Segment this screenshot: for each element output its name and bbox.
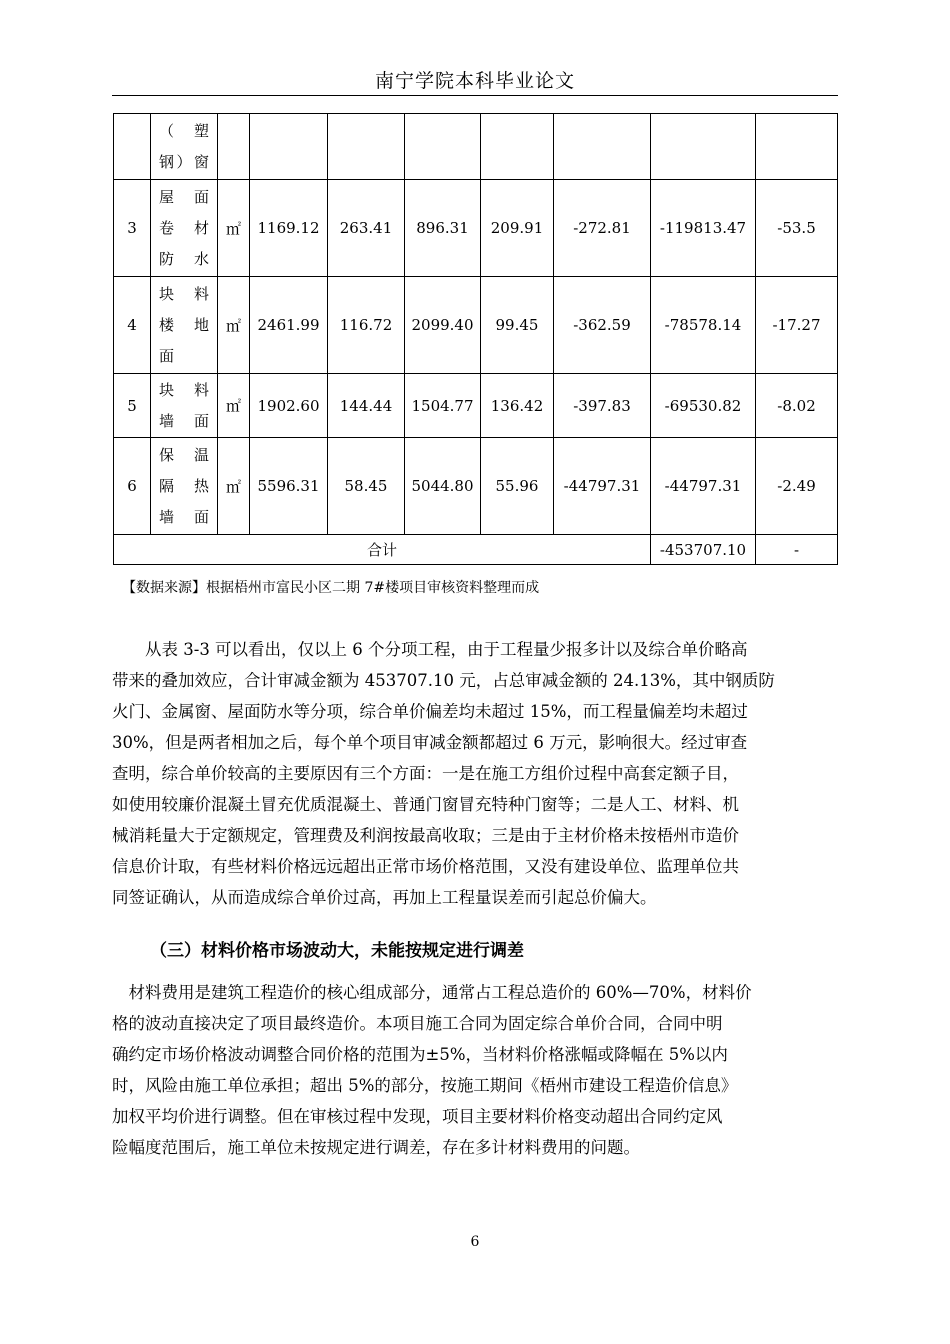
total-amount: -453707.10 xyxy=(651,535,756,565)
value-cell: -8.02 xyxy=(756,374,838,438)
total-label: 合计 xyxy=(114,535,651,565)
text-line: 械消耗量大于定额规定，管理费及利润按最高收取；三是由于主材价格未按梧州市造价 xyxy=(112,826,739,845)
row-number-cell: 6 xyxy=(114,438,151,535)
row-number-cell: 5 xyxy=(114,374,151,438)
item-name-line: 卷 材 xyxy=(159,218,209,237)
value-cell: 99.45 xyxy=(481,277,554,374)
text-line: 从表 3-3 可以看出，仅以上 6 个分项工程，由于工程量少报多计以及综合单价略高 xyxy=(112,640,748,659)
row-number-cell: 4 xyxy=(114,277,151,374)
item-name-cell xyxy=(151,180,218,277)
text-line: 同签证确认，从而造成综合单价过高，再加上工程量误差而引起总价偏大。 xyxy=(112,888,657,907)
cost-table xyxy=(113,113,838,565)
item-name-cell xyxy=(151,114,218,180)
item-name-cell xyxy=(151,374,218,438)
value-cell: 136.42 xyxy=(481,374,554,438)
table-row xyxy=(114,180,838,277)
value-cell xyxy=(481,114,554,180)
unit-cell xyxy=(218,114,250,180)
value-cell: 144.44 xyxy=(328,374,405,438)
text-line: 如使用较廉价混凝土冒充优质混凝土、普通门窗冒充特种门窗等；二是人工、材料、机 xyxy=(112,795,739,814)
value-cell: -53.5 xyxy=(756,180,838,277)
text-line: 时，风险由施工单位承担；超出 5%的部分，按施工期间《梧州市建设工程造价信息》 xyxy=(112,1076,738,1095)
table-row xyxy=(114,438,838,535)
value-cell: -272.81 xyxy=(554,180,651,277)
text-line: 火门、金属窗、屋面防水等分项，综合单价偏差均未超过 15%，而工程量偏差均未超过 xyxy=(112,702,748,721)
value-cell: -2.49 xyxy=(756,438,838,535)
unit-cell: ㎡ xyxy=(218,180,250,277)
value-cell: 263.41 xyxy=(328,180,405,277)
value-cell: -397.83 xyxy=(554,374,651,438)
item-name-line: 墙面 xyxy=(159,507,209,526)
item-name-line: 面 xyxy=(159,346,175,365)
item-name-cell xyxy=(151,438,218,535)
item-name-line: 保 温 xyxy=(159,445,209,464)
text-line: 加权平均价进行调整。但在审核过程中发现，项目主要材料价格变动超出合同约定风 xyxy=(112,1107,723,1126)
text-line: 带来的叠加效应，合计审减金额为 453707.10 元，占总审减金额的 24.13%，其中钢质防 xyxy=(112,671,775,690)
value-cell: -362.59 xyxy=(554,277,651,374)
unit-cell: ㎡ xyxy=(218,438,250,535)
total-row xyxy=(114,535,838,565)
item-name-cell xyxy=(151,277,218,374)
value-cell xyxy=(405,114,481,180)
item-name-line: （ 塑 xyxy=(159,121,209,140)
value-cell xyxy=(756,114,838,180)
value-cell: 209.91 xyxy=(481,180,554,277)
value-cell: 58.45 xyxy=(328,438,405,535)
text-line: 查明，综合单价较高的主要原因有三个方面：一是在施工方组价过程中高套定额子目， xyxy=(112,764,739,783)
value-cell xyxy=(651,114,756,180)
unit-cell: ㎡ xyxy=(218,277,250,374)
value-cell: 1902.60 xyxy=(250,374,328,438)
section-heading: （三）材料价格市场波动大，未能按规定进行调差 xyxy=(150,941,524,961)
value-cell xyxy=(554,114,651,180)
value-cell: 2461.99 xyxy=(250,277,328,374)
item-name-line: 屋 面 xyxy=(159,187,209,206)
header-rule xyxy=(112,95,838,96)
item-name-line: 钢）窗 xyxy=(159,152,209,171)
unit-cell: ㎡ xyxy=(218,374,250,438)
total-percent: - xyxy=(756,535,838,565)
row-number-cell: 3 xyxy=(114,180,151,277)
value-cell: 55.96 xyxy=(481,438,554,535)
text-line: 材料费用是建筑工程造价的核心组成部分，通常占工程总造价的 60%—70%，材料价 xyxy=(112,983,752,1002)
value-cell: 2099.40 xyxy=(405,277,481,374)
page-header-title: 南宁学院本科毕业论文 xyxy=(374,70,575,92)
paragraph-2 xyxy=(112,977,838,1163)
page-number: 6 xyxy=(470,1234,480,1250)
text-line: 格的波动直接决定了项目最终造价。本项目施工合同为固定综合单价合同，合同中明 xyxy=(112,1014,723,1033)
item-name-line: 墙面 xyxy=(159,411,209,430)
value-cell: 5596.31 xyxy=(250,438,328,535)
item-name-line: 块 料 xyxy=(159,380,209,399)
paragraph-1 xyxy=(112,634,838,913)
value-cell: 5044.80 xyxy=(405,438,481,535)
item-name-line: 隔 热 xyxy=(159,476,209,495)
item-name-line: 楼 地 xyxy=(159,315,209,334)
value-cell: -44797.31 xyxy=(651,438,756,535)
table-row xyxy=(114,114,838,180)
value-cell: -17.27 xyxy=(756,277,838,374)
value-cell: 116.72 xyxy=(328,277,405,374)
table-row xyxy=(114,374,838,438)
item-name-line: 块 料 xyxy=(159,284,209,303)
value-cell: -44797.31 xyxy=(554,438,651,535)
text-line: 确约定市场价格波动调整合同价格的范围为±5%，当材料价格涨幅或降幅在 5%以内 xyxy=(112,1045,728,1064)
value-cell: 1504.77 xyxy=(405,374,481,438)
row-number-cell xyxy=(114,114,151,180)
value-cell: -119813.47 xyxy=(651,180,756,277)
value-cell xyxy=(328,114,405,180)
text-line: 险幅度范围后，施工单位未按规定进行调差，存在多计材料费用的问题。 xyxy=(112,1138,640,1157)
table-row xyxy=(114,277,838,374)
text-line: 30%，但是两者相加之后，每个单个项目审减金额都超过 6 万元，影响很大。经过审查 xyxy=(112,733,748,752)
item-name-line: 防水 xyxy=(159,249,209,268)
data-source-note: 【数据来源】根据梧州市富民小区二期 7#楼项目审核资料整理而成 xyxy=(122,580,540,596)
value-cell: 896.31 xyxy=(405,180,481,277)
value-cell xyxy=(250,114,328,180)
value-cell: -69530.82 xyxy=(651,374,756,438)
value-cell: -78578.14 xyxy=(651,277,756,374)
value-cell: 1169.12 xyxy=(250,180,328,277)
text-line: 信息价计取，有些材料价格远远超出正常市场价格范围，又没有建设单位、监理单位共 xyxy=(112,857,739,876)
